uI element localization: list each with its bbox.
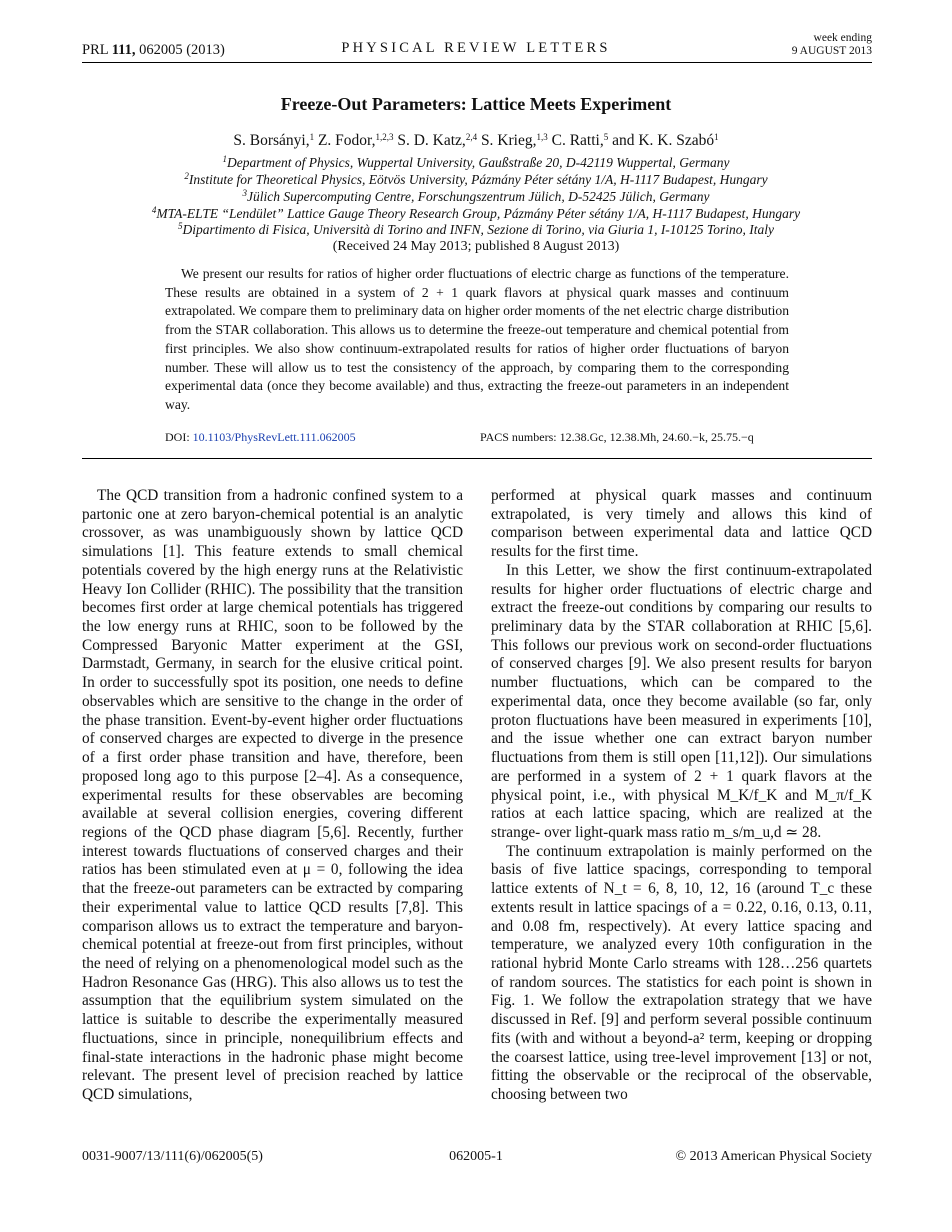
author-list: [0, 132, 952, 150]
footer-issn: 0031-9007/13/111(6)/062005(5): [82, 1149, 263, 1164]
week-ending-date: 9 AUGUST 2013: [791, 45, 872, 57]
author: Z. Fodor,: [317, 132, 376, 149]
affiliation-number: 3: [242, 188, 248, 198]
week-ending-label: week ending: [813, 32, 872, 44]
author-affiliation-mark: 1,3: [536, 132, 548, 142]
affiliation-number: 4: [151, 205, 157, 215]
body-paragraph: The continuum extrapolation is mainly performed on the basis of five lattice spacings, corresponding to temporal lattice extents of N_t = 6, 8, 10, 12, 16 (around T_c these extents result in lattice spacings of a = 0.22, 0.16, 0.13, 0.11, and 0.08 fm, respectively). At every lattice spacing and temperature, we analyzed every 10th configuration in the rational hybrid Monte Carlo streams with 128…256 quartets of random sources. The statistics for each point is shown in Fig. 1. We follow the extrapolation strategy that we have discussed in Ref. [9] and perform several possible continuum fits (with and without a beyond-a² term, keeping or dropping the coarsest lattice, using tree-level improvement [13] or not, fitting the observable or the reciprocal of the observable, choosing between two: [491, 842, 872, 1103]
body-paragraph: performed at physical quark masses and continuum extrapolated, is very timely and allows this kind of comparison between experimental data and lattice QCD results for the first time.: [491, 487, 872, 561]
paper-title: Freeze-Out Parameters: Lattice Meets Experiment: [280, 94, 672, 114]
abstract-rule: [82, 458, 872, 459]
journal-prefix: PRL: [82, 42, 109, 58]
author: C. Ratti,: [551, 132, 604, 149]
affiliation-text: MTA-ELTE “Lendület” Lattice Gauge Theory Research Group, Pázmány Péter sétány 1/A, H-1117 Budapest, Hungary: [156, 206, 801, 221]
pacs-numbers: PACS numbers: 12.38.Gc, 12.38.Mh, 24.60.−k, 25.75.−q: [480, 430, 754, 444]
received-date: (Received 24 May 2013; published 8 August 2013): [332, 239, 620, 254]
affiliation-number: 1: [222, 154, 227, 164]
body-paragraph: The QCD transition from a hadronic confined system to a partonic one at zero baryon-chemical potential is an analytic crossover, as was unambiguously shown by lattice QCD simulations [1]. This feature extends to small chemical potentials covered by the high energy runs at the Relativistic Heavy Ion Collider (RHIC). The possibility that the transition becomes first order at large chemical potentials has triggered the low energy runs at RHIC, soon to be followed by the Compressed Baryonic Matter experiment at the GSI, Darmstadt, Germany, in search for the elusive critical point. In order to successfully spot its position, one needs to define observables which are sensitive to the change in the order of the phase transition. Event-by-event higher order fluctuations of conserved charges are expected to diverge in the presence of a first order phase transition and have, therefore, been proposed long ago to this purpose [2–4]. As a consequence, experimental results for these observables are becoming available at several collision energies, covering different regions of the QCD phase diagram [5,6]. Recently, further interest towards fluctuations of conserved charges and their ratios has been stimulated even at μ = 0, following the idea that the freeze-out parameters can be extracted by comparing their experimental value to lattice QCD results [7,8]. This comparison allows us to extract the temperature and baryon-chemical potential at freeze-out from first principles, without the need of relying on a phenomenological model such as the Hadron Resonance Gas (HRG). This also allows us to test the assumption that the equilibrium system simulated on the lattice is suitable to describe the experimentally measured fluctuations, since in principle, nonequilibrium effects and final-state interactions in the hadronic phase might become relevant. The present level of precision reached by lattice QCD simulations,: [82, 487, 463, 1103]
author: and K. K. Szabó: [612, 132, 715, 149]
article-number: 062005 (2013): [139, 42, 225, 58]
author-affiliation-mark: 5: [603, 132, 609, 142]
footer-copyright: © 2013 American Physical Society: [675, 1149, 872, 1164]
affiliation-number: 5: [178, 221, 183, 231]
footer-page-number: 062005-1: [449, 1149, 503, 1164]
week-ending: [792, 32, 872, 58]
doi-link[interactable]: 10.1103/PhysRevLett.111.062005: [192, 430, 356, 444]
journal-volume: 111,: [111, 42, 136, 58]
affiliation-number: 2: [184, 171, 189, 181]
author-affiliation-mark: 1,2,3: [375, 132, 394, 142]
header-rule: [82, 62, 872, 63]
affiliation-text: Department of Physics, Wuppertal University, Gaußstraße 20, D-42119 Wuppertal, Germany: [226, 155, 730, 170]
affiliation: [0, 189, 952, 205]
affiliation: [0, 222, 952, 238]
author-affiliation-mark: 1: [714, 132, 719, 142]
affiliation-text: Jülich Supercomputing Centre, Forschungszentrum Jülich, D-52425 Jülich, Germany: [247, 189, 710, 204]
author-affiliation-mark: 1: [309, 132, 315, 142]
body-column-left: [82, 487, 463, 1105]
affiliation-text: Institute for Theoretical Physics, Eötvös University, Pázmány Péter sétány 1/A, H-1117 Budapest, Hungary: [188, 172, 768, 187]
affiliation: [0, 206, 952, 222]
author: S. D. Katz,: [397, 132, 466, 149]
author-affiliation-mark: 2,4: [465, 132, 478, 142]
body-paragraph: In this Letter, we show the first continuum-extrapolated results for higher order fluctuations of electric charge and extract the freeze-out conditions by comparing our results to preliminary data by the STAR collaboration at RHIC [5,6]. This follows our previous work on second-order fluctuations of conserved charges [9]. We also present results for baryon number fluctuations, which can be compared to the experimental data, once they become available (so far, only proton fluctuations have been measured in experiments [10], and the issue whether one can extract baryon number fluctuations from them is still open [11,12]). Our simulations are performed in a system of 2 + 1 quark flavors at the physical point, i.e., with physical M_K/f_K and M_π/f_K ratios at each lattice spacing, which are realized at the strange- over light-quark mass ratio m_s/m_u,d ≃ 28.: [491, 561, 872, 841]
journal-name: PHYSICAL REVIEW LETTERS: [341, 40, 611, 56]
doi-label: DOI:: [165, 430, 190, 444]
body-column-right: [491, 487, 872, 1105]
abstract: We present our results for ratios of higher order fluctuations of electric charge as functions of the temperature. These results are obtained in a system of 2 + 1 quark flavors at physical quark masses and continuum extrapolated. We compare them to preliminary data on higher order moments of the net electric charge distribution from the STAR collaboration. This allows us to determine the freeze-out temperature and chemical potential from first principles. We also show continuum-extrapolated results for ratios of higher order fluctuations of baryon number. These will allow us to test the consistency of the approach, by comparing them to the corresponding experimental data (once they become available) and thus, extracting the freeze-out parameters in an independent way.: [165, 266, 789, 412]
affiliation: [0, 155, 952, 171]
author: S. Krieg,: [480, 132, 537, 149]
affiliation: [0, 172, 952, 188]
doi-line: [165, 430, 356, 445]
author: S. Borsányi,: [233, 132, 310, 149]
affiliation-text: Dipartimento di Fisica, Università di Torino and INFN, Sezione di Torino, via Giuria 1, I-10125 Torino, Italy: [182, 222, 774, 237]
